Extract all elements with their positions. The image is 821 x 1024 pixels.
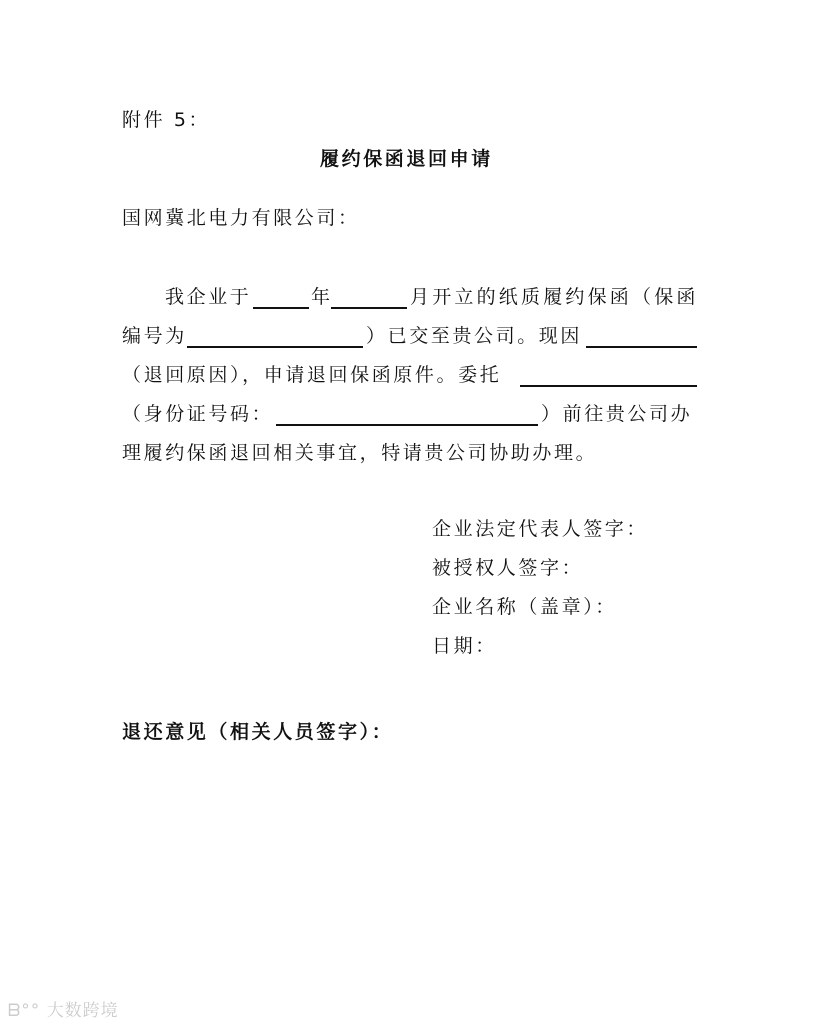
company-seal-label: 企业名称（盖章）：: [432, 596, 617, 618]
body-text: 我企业于: [165, 286, 252, 308]
body-text: （身份证号码：: [122, 403, 274, 425]
watermark: [8, 996, 119, 1021]
body-text: 编号为: [122, 325, 187, 347]
attachment-label: 附件 5：: [122, 109, 211, 131]
document-title: 履约保函退回申请: [320, 148, 493, 170]
body-text: 年: [311, 286, 333, 308]
return-opinion-label: 退还意见（相关人员签字）：: [122, 721, 394, 743]
date-label: 日期：: [432, 635, 497, 657]
body-text: ）前往贵公司办: [541, 403, 693, 425]
year-blank[interactable]: [253, 307, 309, 309]
addressee: 国网冀北电力有限公司：: [122, 207, 360, 229]
watermark-text: 大数跨境: [46, 1001, 119, 1021]
authorized-signature-label: 被授权人签字：: [432, 557, 584, 579]
month-blank[interactable]: [331, 307, 407, 309]
delegate-blank[interactable]: [520, 385, 697, 387]
body-text: （退回原因），申请退回保函原件。委托: [122, 364, 502, 386]
body-text: ）已交至贵公司。现因: [366, 325, 583, 347]
reason-blank[interactable]: [586, 346, 697, 348]
legal-rep-signature-label: 企业法定代表人签字：: [432, 518, 649, 540]
id-number-blank[interactable]: [276, 424, 538, 426]
body-text: 月开立的纸质履约保函（保函: [410, 286, 699, 308]
guarantee-number-blank[interactable]: [187, 346, 363, 348]
body-text: 理履约保函退回相关事宜，特请贵公司协助办理。: [122, 442, 598, 464]
watermark-logo-icon: ᗷ°°: [8, 1001, 41, 1021]
